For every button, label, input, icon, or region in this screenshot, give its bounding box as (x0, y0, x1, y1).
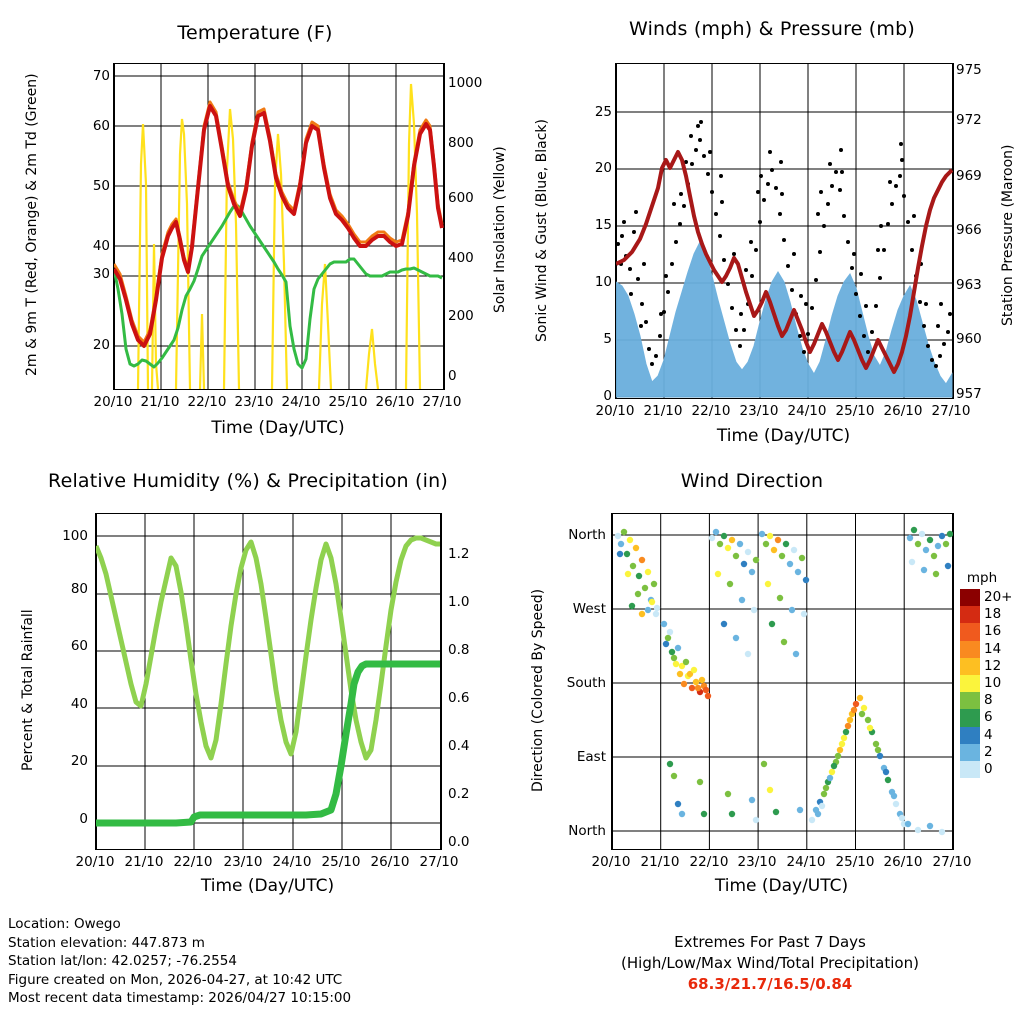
ytick-left: 40 (70, 696, 88, 712)
ytick-left: 20 (70, 753, 88, 769)
colorbar-row (960, 589, 1020, 606)
panel-humidity-ylabel-left: Percent & Total Rainfall (20, 609, 36, 771)
colorbar-row (960, 623, 1020, 640)
ytick-left: East (576, 749, 606, 765)
panel-humidity-plot-area (95, 513, 442, 850)
xtick: 21/10 (640, 854, 680, 870)
colorbar-swatch (960, 727, 980, 744)
ytick-left: South (566, 675, 606, 691)
extremes-value: 68.3/21.7/16.5/0.84 (687, 975, 853, 993)
xtick: 20/10 (75, 854, 115, 870)
ytick-right: 0.6 (448, 690, 470, 706)
panel-temperature (0, 0, 512, 450)
ytick-left: 25 (594, 104, 612, 120)
colorbar-label: 4 (984, 726, 993, 743)
colorbar-row (960, 727, 1020, 744)
xtick: 23/10 (737, 854, 777, 870)
colorbar-swatch (960, 692, 980, 709)
ytick-right: 0.2 (448, 786, 470, 802)
panel-winds-xlabel: Time (Day/UTC) (716, 426, 851, 446)
xtick: 25/10 (321, 854, 361, 870)
xtick: 20/10 (595, 403, 635, 419)
colorbar-swatch (960, 623, 980, 640)
panel-winds-ylabel-left: Sonic Wind & Gust (Blue, Black) (534, 118, 550, 342)
colorbar-row (960, 709, 1020, 726)
ytick-right: 0.4 (448, 738, 470, 754)
xtick: 22/10 (689, 854, 729, 870)
colorbar-row (960, 761, 1020, 778)
ytick-right: 200 (448, 308, 474, 324)
xtick: 24/10 (272, 854, 312, 870)
colorbar-label: 12 (984, 657, 1002, 674)
ytick-left: 10 (594, 274, 612, 290)
xtick: 22/10 (173, 854, 213, 870)
colorbar-label: 2 (984, 743, 993, 760)
colorbar-label: 0 (984, 760, 993, 777)
ytick-left: 60 (92, 118, 110, 134)
panel-temperature-xlabel: Time (Day/UTC) (211, 418, 345, 438)
panel-winds-ylabel-right: Station Pressure (Maroon) (1000, 144, 1016, 326)
colorbar-row (960, 641, 1020, 658)
ytick-right: 0.0 (448, 834, 470, 850)
colorbar-label: 10 (984, 674, 1002, 691)
colorbar-swatch (960, 675, 980, 692)
xtick: 26/10 (883, 854, 923, 870)
extremes-summary (560, 932, 980, 995)
ytick-left: 50 (92, 178, 110, 194)
xtick: 25/10 (328, 394, 368, 410)
ytick-left: 0 (79, 811, 88, 827)
xtick: 24/10 (281, 394, 321, 410)
station-metadata (8, 915, 478, 1008)
ytick-right: 0.8 (448, 642, 470, 658)
ytick-right: 960 (956, 331, 982, 347)
ytick-right: 800 (448, 135, 474, 151)
metadata-line: Station elevation: 447.873 m (8, 934, 205, 951)
ytick-left: North (568, 527, 606, 543)
xtick: 21/10 (140, 394, 180, 410)
xtick: 23/10 (223, 854, 263, 870)
ytick-right: 0 (448, 368, 457, 384)
panel-temperature-plot-area (113, 63, 445, 390)
colorbar-label: 20+ (984, 589, 1013, 605)
xtick: 24/10 (786, 854, 826, 870)
colorbar-label: 8 (984, 692, 993, 709)
windspeed-colorbar (960, 570, 1020, 778)
colorbar-row (960, 675, 1020, 692)
ytick-left: 20 (594, 160, 612, 176)
winds-chart-svg (616, 64, 953, 398)
ytick-left: 20 (92, 337, 110, 353)
xtick: 22/10 (691, 403, 731, 419)
ytick-right: 972 (956, 112, 982, 128)
xtick: 27/10 (931, 403, 971, 419)
panel-winds (512, 0, 1024, 450)
colorbar-swatch (960, 744, 980, 761)
humidity-chart-svg (96, 514, 441, 849)
ytick-right: 600 (448, 190, 474, 206)
xtick: 21/10 (124, 854, 164, 870)
xtick: 26/10 (370, 854, 410, 870)
panel-winddirection-ylabel-left: Direction (Colored By Speed) (530, 588, 546, 792)
colorbar-row (960, 692, 1020, 709)
panel-winds-title: Winds (mph) & Pressure (mb) (629, 18, 915, 40)
colorbar-row (960, 658, 1020, 675)
colorbar-label: 16 (984, 623, 1002, 640)
xtick: 20/10 (93, 394, 133, 410)
panel-humidity-title: Relative Humidity (%) & Precipitation (in) (48, 470, 448, 492)
xtick: 20/10 (591, 854, 631, 870)
ytick-right: 969 (956, 168, 982, 184)
ytick-left: 30 (92, 266, 110, 282)
panel-temperature-title: Temperature (F) (177, 22, 333, 44)
ytick-left: 0 (603, 388, 612, 404)
colorbar-label: 18 (984, 606, 1002, 623)
xtick: 25/10 (835, 854, 875, 870)
panel-winddirection-title: Wind Direction (680, 470, 824, 492)
xtick: 23/10 (234, 394, 274, 410)
ytick-left: 70 (92, 68, 110, 84)
colorbar-swatch (960, 589, 980, 606)
xtick: 25/10 (835, 403, 875, 419)
ytick-left: 15 (594, 217, 612, 233)
xtick: 26/10 (375, 394, 415, 410)
metadata-line: Figure created on Mon, 2026-04-27, at 10:42 UTC (8, 971, 343, 988)
ytick-right: 963 (956, 277, 982, 293)
ytick-left: West (572, 601, 606, 617)
panel-winddirection-plot-area (611, 513, 954, 850)
xtick: 26/10 (883, 403, 923, 419)
extremes-title: Extremes For Past 7 Days (674, 933, 866, 951)
colorbar-label: 14 (984, 640, 1002, 657)
xtick: 27/10 (932, 854, 972, 870)
ytick-left: 80 (70, 581, 88, 597)
metadata-line: Most recent data timestamp: 2026/04/27 10:15:00 (8, 990, 352, 1006)
winddirection-chart-svg (612, 514, 953, 849)
colorbar-swatch (960, 658, 980, 675)
panel-humidity (0, 450, 512, 910)
panel-winds-plot-area (615, 63, 954, 399)
metadata-line: Location: Owego (8, 916, 121, 932)
xtick: 27/10 (422, 394, 462, 410)
metadata-line: Station lat/lon: 42.0257; -76.2554 (8, 953, 237, 969)
panel-temperature-ylabel-right: Solar Insolation (Yellow) (492, 146, 508, 314)
panel-temperature-ylabel-left: 2m & 9m T (Red, Orange) & 2m Td (Green) (24, 73, 40, 377)
ytick-left: North (568, 823, 606, 839)
colorbar-row (960, 744, 1020, 761)
xtick: 23/10 (739, 403, 779, 419)
panel-humidity-xlabel: Time (Day/UTC) (200, 876, 335, 896)
ytick-right: 966 (956, 222, 982, 238)
ytick-left: 40 (92, 238, 110, 254)
ytick-right: 1.2 (448, 546, 470, 562)
temperature-chart-svg (114, 64, 444, 389)
ytick-right: 1.0 (448, 594, 470, 610)
ytick-right: 957 (956, 386, 982, 402)
panel-winddirection (512, 450, 1024, 910)
xtick: 27/10 (419, 854, 459, 870)
ytick-right: 975 (956, 62, 982, 78)
colorbar-swatch (960, 761, 980, 778)
ytick-right: 400 (448, 250, 474, 266)
ytick-left: 5 (603, 331, 612, 347)
xtick: 21/10 (643, 403, 683, 419)
colorbar-swatch (960, 606, 980, 623)
ytick-left: 100 (62, 528, 88, 544)
extremes-subtitle: (High/Low/Max Wind/Total Precipitation) (621, 954, 919, 972)
colorbar-swatch (960, 641, 980, 658)
colorbar-row (960, 606, 1020, 623)
colorbar-label: 6 (984, 709, 993, 726)
xtick: 24/10 (787, 403, 827, 419)
colorbar-title: mph (966, 570, 998, 586)
ytick-left: 60 (70, 638, 88, 654)
colorbar-swatch (960, 709, 980, 726)
panel-winddirection-xlabel: Time (Day/UTC) (714, 876, 849, 896)
xtick: 22/10 (187, 394, 227, 410)
ytick-right: 1000 (448, 75, 483, 91)
